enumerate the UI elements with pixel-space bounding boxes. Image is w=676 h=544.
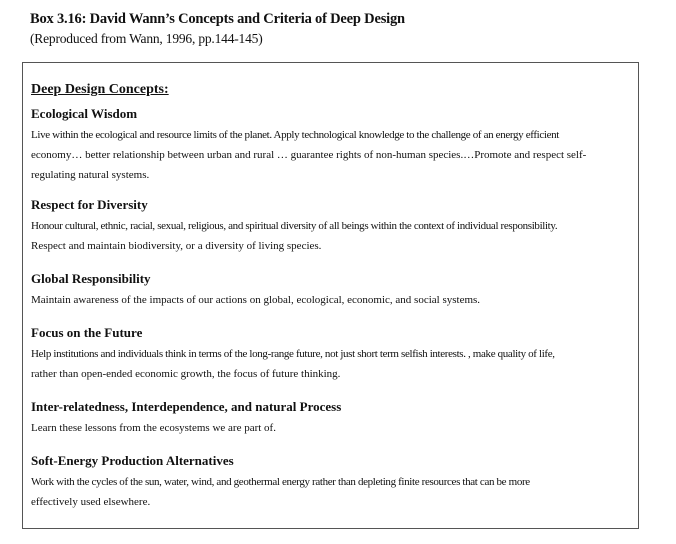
section-body: [31, 125, 641, 185]
concepts-heading: Deep Design Concepts:: [31, 82, 169, 97]
body-line: Work with the cycles of the sun, water, wind, and geothermal energy rather than depleting finite resources that can be more: [31, 476, 530, 488]
section-title: Soft-Energy Production Alternatives: [31, 453, 234, 468]
body-line: Honour cultural, ethnic, racial, sexual, religious, and spiritual diversity of all beings within the context of individual responsibility.: [31, 220, 558, 232]
box-subtitle: (Reproduced from Wann, 1996, pp.144-145): [30, 31, 263, 46]
section-title: Focus on the Future: [31, 325, 143, 340]
section-respect-for-diversity: [31, 197, 641, 256]
body-line: Maintain awareness of the impacts of our actions on global, ecological, economic, and social systems.: [31, 294, 481, 306]
section-inter-relatedness: [31, 399, 641, 438]
body-line: regulating natural systems.: [31, 169, 150, 181]
body-line: effectively used elsewhere.: [31, 496, 151, 508]
section-body: [31, 216, 641, 256]
body-line: Help institutions and individuals think in terms of the long-range future, not just short term selfish interests. , make quality of life,: [31, 348, 555, 360]
body-line: Respect and maintain biodiversity, or a diversity of living species.: [31, 240, 322, 252]
section-title: Ecological Wisdom: [31, 106, 138, 121]
body-line: rather than open-ended economic growth, the focus of future thinking.: [31, 368, 341, 380]
section-focus-on-the-future: [31, 325, 641, 384]
section-global-responsibility: [31, 271, 641, 310]
section-body: [31, 418, 641, 438]
section-ecological-wisdom: [31, 106, 641, 185]
section-title: Respect for Diversity: [31, 197, 148, 212]
section-soft-energy: [31, 453, 641, 512]
section-title: Inter-relatedness, Interdependence, and natural Process: [31, 399, 342, 414]
section-body: [31, 472, 641, 512]
box-title: Box 3.16: David Wann’s Concepts and Criteria of Deep Design: [30, 11, 405, 27]
section-title: Global Responsibility: [31, 271, 151, 286]
body-line: Live within the ecological and resource limits of the planet. Apply technological knowledge to the challenge of an energy efficient: [31, 129, 559, 141]
body-line: Learn these lessons from the ecosystems we are part of.: [31, 422, 276, 434]
section-body: [31, 344, 641, 384]
section-body: [31, 290, 641, 310]
body-line: economy… better relationship between urban and rural … guarantee rights of non-human species.…Promote and respect self-: [31, 149, 587, 161]
